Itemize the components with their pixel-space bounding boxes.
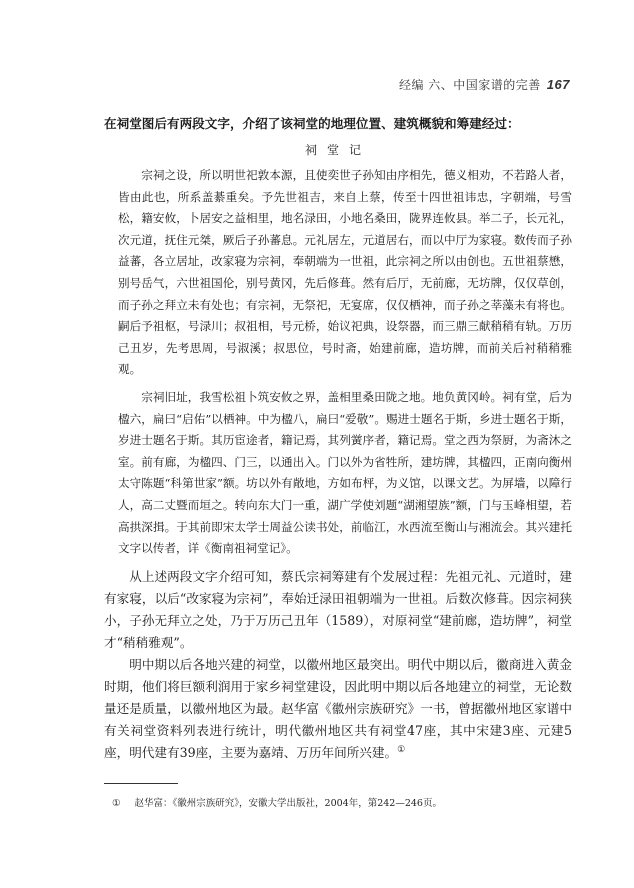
chapter-title: 经编 六、中国家谱的完善	[398, 78, 541, 92]
page-number: 167	[546, 77, 570, 92]
intro-paragraph: 在祠堂图后有两段文字，介绍了该祠堂的地理位置、建筑概貌和筹建经过：	[104, 116, 520, 131]
body-paragraph-2-text: 明中期以后各地兴建的祠堂，以徽州地区最突出。明代中期以后，徽商进入黄金时期，他们将巨额利润用于家乡祠堂建设，因此明中期以后各地建立的祠堂，无论数量还是质量，以徽州地区为最。赵华富《徽州宗族研究》一书，曾据徽州地区家谱中有关祠堂资料列表进行统计，明代徽州地区共有祠堂47座，其中宋建3座、元建5座，明代建有39座，主要为嘉靖、万历年间所兴建。	[104, 656, 572, 760]
footnote	[112, 797, 572, 811]
running-header	[399, 76, 570, 93]
body-paragraph-2	[104, 654, 572, 764]
page-content	[104, 113, 572, 764]
footnote-text: 赵华富：《徽州宗族研究》，安徽大学出版社，2004年，第242—246页。	[134, 798, 442, 809]
quote-paragraph-1: 宗祠之设，所以明世祀敦本源，且使奕世子孙知由序相先，德义相劝，不若路人者，皆由此也，所系盖綦重矣。予先世祖吉，来自上蔡，传至十四世祖讳忠，字朝端，号雪松，籍安攸，卜居安之益相里，地名渌田，小地名桑田，陇界连攸县。举二子，长元礼，次元道，抚住元桀，厥后子孙蕃息。元礼居左，元道居右，而以中厅为家寝。数传而子孙益蕃，各立居址，改家寝为宗祠，奉朝端为一世祖，此宗祠之所以由创也。五世祖蔡懋，别号岳气，六世祖国伦，别号黄冈，先后修葺。然有后厅，无前廊，无坊牌，仅仅草创，而子孙之拜立未有处也；有宗祠，无祭祀，无宴席，仅仅栖神，而子孙之莘藻未有将也。嗣后予祖枢，号渌川；叔祖相，号元桥，始议祀典，设祭器，而三鼎三献稍稍有轨。万历己丑岁，先考思周，号淑溪；叔思位，号时斋，始建前廊，造坊牌，而前关后衬稍稍雅观。	[118, 168, 572, 377]
quote-title: 祠堂记	[304, 143, 371, 157]
footnote-mark: ①	[112, 798, 121, 809]
footnote-reference[interactable]: ①	[397, 744, 406, 755]
body-paragraph-1: 从上述两段文字介绍可知，蔡氏宗祠筹建有个发展过程：先祖元礼、元道时，建有家寝，以后“改家寝为宗祠”，奉始迁渌田祖朝端为一世祖。后数次修葺。因宗祠狭小，子孙无拜立之处，乃于万历己丑年（1589），对原祠堂“建前廊，造坊牌”，祠堂才“稍稍雅观”。	[104, 568, 572, 650]
footnote-divider	[104, 783, 178, 784]
quote-paragraph-2: 宗祠旧址，我雪松祖卜筑安攸之界，盖相里桑田陇之地。地负黄冈岭。祠有堂，后为楹六，扁曰“启佑”以栖神。中为楹八，扁曰“爱敬”。赐进士题名于斯，乡进士题名于斯，岁进士题名于斯。其历宦途者，籍记焉，其列黉序者，籍记焉。堂之西为祭厨，为斋沐之室。前有廊，为楹四、门三，以通出入。门以外为省牲所，建坊牌，其楹四，正南向衡州太守陈题“科第世家”额。坊以外有敞地，方如布枰，为义馆，以课文艺。为屏墙，以障行人，高二丈暨而垣之。转向东大门一重，湖广学使刘题“湖湘望族”额，门与玉峰相望，若高拱深揖。于其前即宋太学士周益公读书处，前临江，水西流至衡山与湘流会。其兴建托文字以传者，详《衡南祖祠堂记》。	[118, 389, 572, 556]
